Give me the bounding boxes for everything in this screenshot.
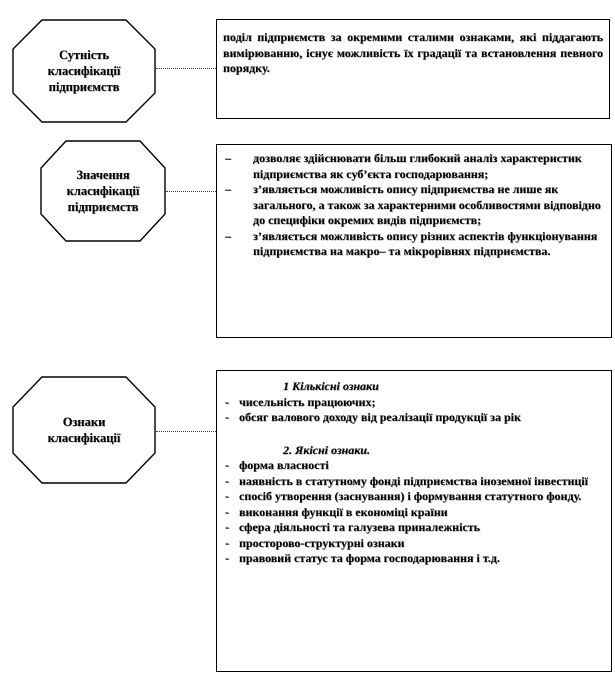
essence-box <box>216 19 610 119</box>
node-essence-label: Сутність класифікації підприємств <box>47 48 121 94</box>
significance-box <box>216 144 612 338</box>
list-item: – дозволяє здійснювати більш глибокий аналіз характеристик підприємства як суб’єкта господарювання; <box>225 151 582 181</box>
node-signs-label: Ознаки класифікації <box>47 415 121 445</box>
qualitative-list <box>225 458 603 567</box>
list-item: - спосіб утворення (заснування) і формування статутного фонду. <box>225 489 582 503</box>
list-item: - правовий статус та форма господарювання і т.д. <box>225 551 500 565</box>
list-item: - форма власності <box>225 458 329 472</box>
connector-significance <box>166 191 216 192</box>
signs-box <box>216 370 612 672</box>
list-item: – з’являється можливість опису різних аспектів функціонування підприємства на макро– та мікрорівнях підприємства. <box>225 228 598 258</box>
list-item: - виконання функції в економіці країни <box>225 504 448 519</box>
list-item: - обсяг валового доходу від реалізації продукції за рік <box>225 410 521 424</box>
node-significance-label: Значення класифікації підприємств <box>66 168 140 214</box>
list-item: - наявність в статутному фонді підприємства іноземної інвестиції <box>225 473 588 488</box>
connector-signs <box>156 431 216 432</box>
list-item: - сфера діяльності та галузева приналежність <box>225 520 480 534</box>
connector-essence <box>156 68 216 69</box>
quantitative-heading: 1 Кількісні ознаки <box>283 379 379 393</box>
node-essence <box>12 19 156 123</box>
node-significance <box>40 140 166 242</box>
significance-list <box>225 151 601 260</box>
node-signs <box>12 376 156 484</box>
quantitative-list <box>225 395 603 426</box>
essence-text: поділ підприємств за окремими сталими ознаками, які піддагають вимірюванню, існує можливість їх градації та встановлення певного порядку. <box>223 30 603 75</box>
qualitative-heading: 2. Якісні ознаки. <box>283 442 370 457</box>
list-item: - чисельність працюючих; <box>225 394 376 409</box>
list-item: – з’являється можливість опису підприємства не лише як загального, а також за характерними особливостями відповідно до специфіки окремих видів підприємств; <box>225 182 601 227</box>
list-item: - просторово-структурні ознаки <box>225 535 405 550</box>
